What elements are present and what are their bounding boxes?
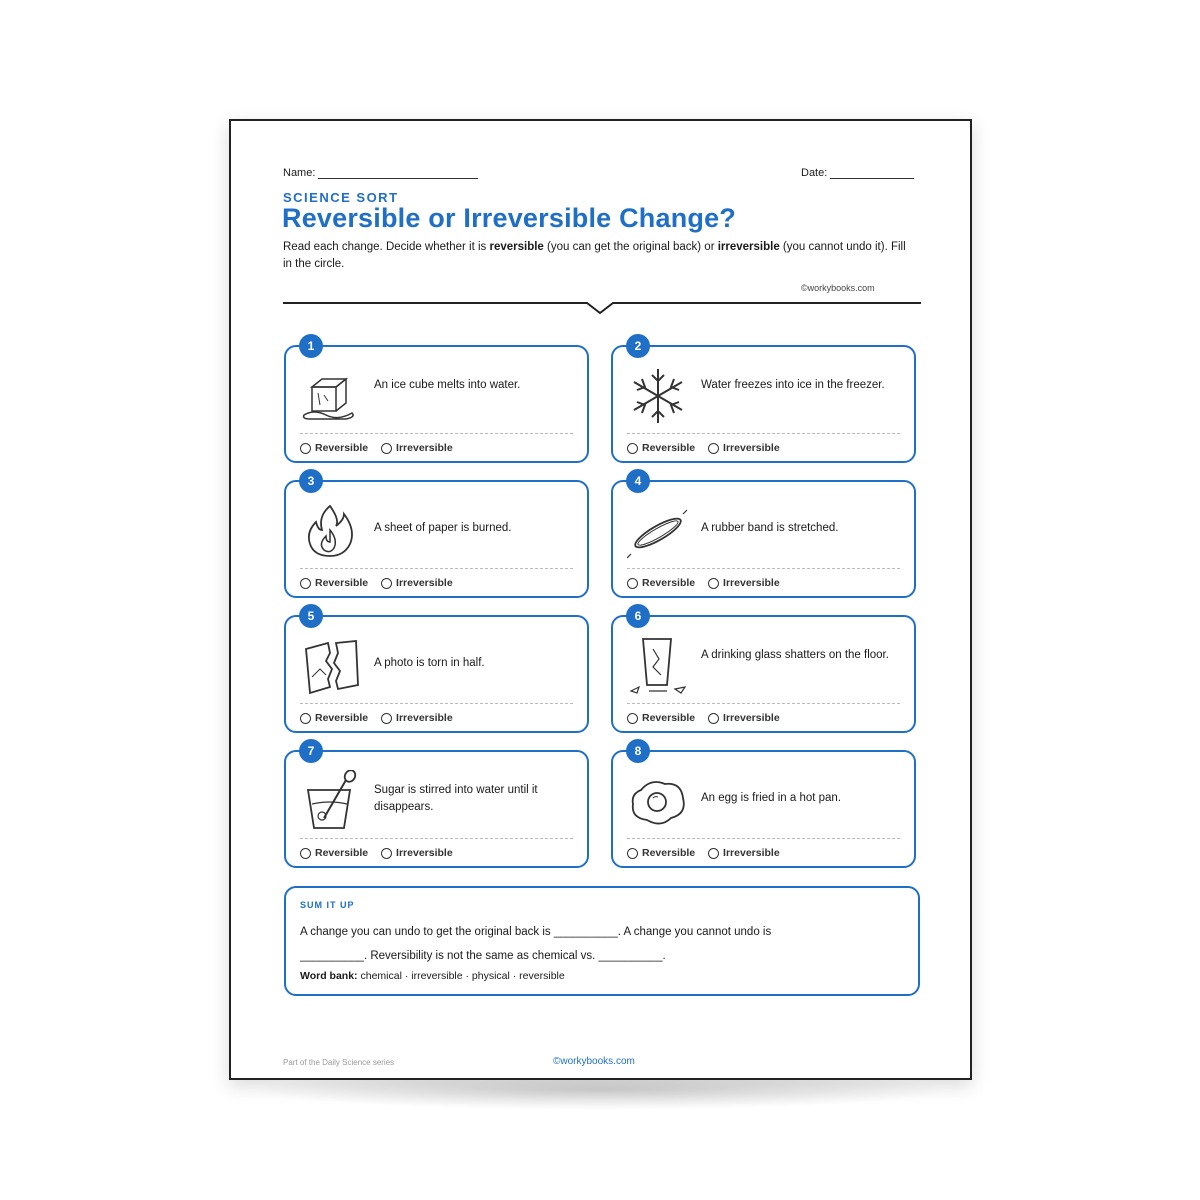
worksheet-page	[229, 119, 972, 1080]
change-card-2	[611, 339, 916, 463]
word-bank: Word bank: chemical · irreversible · physical · reversible	[300, 970, 565, 982]
option-reversible[interactable]: Reversible	[300, 847, 368, 859]
name-label: Name:	[283, 167, 316, 179]
option-reversible[interactable]: Reversible	[627, 577, 695, 589]
card-number: 4	[626, 469, 650, 493]
card-number: 3	[299, 469, 323, 493]
card-divider	[300, 433, 573, 434]
radio-circle[interactable]	[708, 578, 719, 589]
radio-circle[interactable]	[708, 848, 719, 859]
card-divider	[627, 703, 900, 704]
option-irreversible[interactable]: Irreversible	[381, 442, 453, 454]
card-text: A drinking glass shatters on the floor.	[701, 649, 889, 661]
card-options	[300, 847, 463, 862]
radio-circle[interactable]	[708, 443, 719, 454]
option-irreversible[interactable]: Irreversible	[708, 442, 780, 454]
footer-site: ©workybooks.com	[553, 1056, 635, 1067]
card-divider	[300, 838, 573, 839]
option-irreversible[interactable]: Irreversible	[708, 577, 780, 589]
option-irreversible[interactable]: Irreversible	[381, 577, 453, 589]
radio-circle[interactable]	[627, 713, 638, 724]
change-card-6	[611, 609, 916, 733]
radio-circle[interactable]	[381, 848, 392, 859]
change-card-7	[284, 744, 589, 868]
card-divider	[627, 568, 900, 569]
name-field[interactable]	[283, 167, 478, 179]
option-reversible[interactable]: Reversible	[627, 712, 695, 724]
fried-egg-icon	[627, 770, 689, 832]
broken-glass-icon	[627, 635, 689, 697]
card-options	[627, 577, 790, 592]
name-line[interactable]	[318, 178, 478, 179]
change-card-8	[611, 744, 916, 868]
option-irreversible[interactable]: Irreversible	[381, 847, 453, 859]
card-options	[627, 847, 790, 862]
card-options	[300, 577, 463, 592]
radio-circle[interactable]	[708, 713, 719, 724]
card-divider	[300, 703, 573, 704]
card-options	[300, 712, 463, 727]
flame-icon	[300, 500, 362, 562]
radio-circle[interactable]	[381, 578, 392, 589]
card-text: Sugar is stirred into water until it disappears.	[374, 784, 538, 813]
option-irreversible[interactable]: Irreversible	[381, 712, 453, 724]
date-label: Date:	[801, 167, 828, 179]
card-options	[627, 442, 790, 457]
date-line[interactable]	[830, 178, 914, 179]
header-divider	[283, 297, 921, 317]
card-number: 7	[299, 739, 323, 763]
summary-box	[284, 886, 920, 996]
radio-circle[interactable]	[300, 848, 311, 859]
glass-spoon-icon	[300, 770, 362, 832]
change-card-4	[611, 474, 916, 598]
radio-circle[interactable]	[627, 578, 638, 589]
radio-circle[interactable]	[381, 713, 392, 724]
rubber-band-icon	[627, 500, 689, 562]
option-reversible[interactable]: Reversible	[627, 442, 695, 454]
option-irreversible[interactable]: Irreversible	[708, 712, 780, 724]
radio-circle[interactable]	[300, 713, 311, 724]
card-text: An egg is fried in a hot pan.	[701, 792, 842, 804]
option-reversible[interactable]: Reversible	[300, 442, 368, 454]
card-number: 5	[299, 604, 323, 628]
card-options	[300, 442, 463, 457]
radio-circle[interactable]	[627, 443, 638, 454]
kicker: SCIENCE SORT	[283, 190, 399, 205]
instructions: Read each change. Decide whether it is reversible (you can get the original back) or irreversible (you cannot undo it). Fill in the circle.	[283, 241, 906, 270]
summary-text[interactable]: A change you can undo to get the original back is __________. A change you cannot undo is __________. Reversibility is not the same as chemical vs. __________.	[300, 926, 772, 962]
card-divider	[627, 838, 900, 839]
page-title: Reversible or Irreversible Change?	[282, 203, 736, 233]
radio-circle[interactable]	[381, 443, 392, 454]
change-card-3	[284, 474, 589, 598]
card-text: A photo is torn in half.	[374, 657, 485, 669]
torn-photo-icon	[300, 635, 362, 697]
card-text: A sheet of paper is burned.	[374, 522, 512, 534]
date-field[interactable]	[801, 167, 914, 179]
card-text: A rubber band is stretched.	[701, 522, 839, 534]
card-number: 2	[626, 334, 650, 358]
card-number: 1	[299, 334, 323, 358]
card-text: Water freezes into ice in the freezer.	[701, 379, 885, 391]
copyright-small: ©workybooks.com	[801, 283, 875, 293]
card-options	[627, 712, 790, 727]
summary-heading: SUM IT UP	[300, 900, 355, 910]
radio-circle[interactable]	[627, 848, 638, 859]
card-number: 6	[626, 604, 650, 628]
card-divider	[627, 433, 900, 434]
footer-series: Part of the Daily Science series	[283, 1058, 395, 1067]
card-divider	[300, 568, 573, 569]
radio-circle[interactable]	[300, 443, 311, 454]
option-reversible[interactable]: Reversible	[300, 712, 368, 724]
card-text: An ice cube melts into water.	[374, 379, 521, 391]
snowflake-icon	[627, 365, 689, 427]
change-card-5	[284, 609, 589, 733]
card-number: 8	[626, 739, 650, 763]
radio-circle[interactable]	[300, 578, 311, 589]
change-card-1	[284, 339, 589, 463]
option-reversible[interactable]: Reversible	[627, 847, 695, 859]
ice-cube-icon	[300, 365, 362, 427]
option-irreversible[interactable]: Irreversible	[708, 847, 780, 859]
option-reversible[interactable]: Reversible	[300, 577, 368, 589]
